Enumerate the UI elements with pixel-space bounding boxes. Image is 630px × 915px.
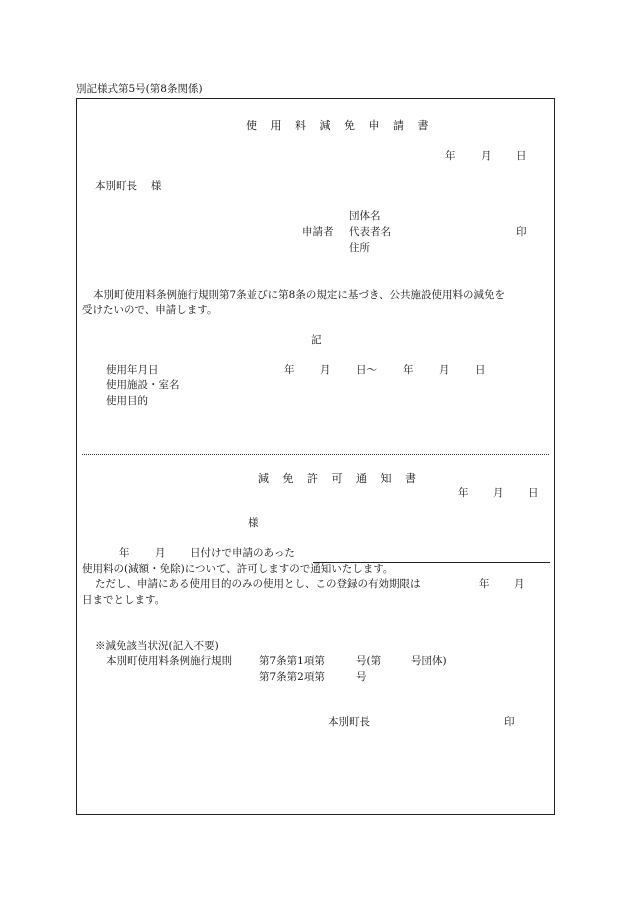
- use-date-year2: 年: [403, 364, 414, 376]
- clause2-number: 号: [356, 671, 367, 683]
- application-body-line1: 本別町使用料条例施行規則第7条並びに第8条の規定に基づき、公共施設使用料の減免を: [93, 289, 505, 301]
- use-date-day2: 日: [475, 364, 486, 376]
- section-separator: [82, 454, 549, 455]
- form-frame: [76, 98, 555, 815]
- application-body-line2: 受けたいので、申請します。: [82, 304, 218, 316]
- permit-line2: 使用料の(減額・免除)について、許可しますので通知いたします。: [82, 563, 394, 575]
- clause2: 第7条第2項第: [259, 671, 325, 683]
- org-name-label: 団体名: [349, 210, 381, 222]
- clause1: 第7条第1項第: [259, 655, 325, 667]
- use-date-month2: 月: [439, 364, 450, 376]
- rep-name-label: 代表者名: [349, 226, 391, 238]
- permit-line1-year: 年: [119, 547, 130, 559]
- permit-line4: 日までとします。: [82, 594, 166, 606]
- permit-date-month: 月: [493, 487, 504, 499]
- application-date-day: 日: [516, 150, 527, 162]
- clause1-group: 号団体): [411, 655, 447, 667]
- application-date-month: 月: [481, 150, 492, 162]
- application-title: 使 用 料 減 免 申 請 書: [246, 119, 434, 132]
- application-date-year: 年: [445, 150, 456, 162]
- permit-date-year: 年: [458, 487, 469, 499]
- purpose-label: 使用目的: [106, 395, 148, 407]
- use-date-day1: 日〜: [356, 364, 377, 376]
- address-label: 住所: [349, 242, 370, 254]
- permit-line1-text: 日付けで申請のあった: [190, 547, 295, 559]
- permit-line3-month: 月: [514, 578, 525, 590]
- applicant-seal: 印: [516, 226, 527, 238]
- status-label: ※減免該当状況(記入不要): [95, 640, 219, 652]
- rule-label: 本別町使用料条例施行規則: [106, 655, 232, 667]
- issuer-seal: 印: [504, 716, 515, 728]
- application-addressee: 本別町長 様: [95, 180, 162, 192]
- permit-line1-month: 月: [155, 547, 166, 559]
- issuer-label: 本別町長: [328, 716, 370, 728]
- applicant-label: 申請者: [302, 226, 334, 238]
- clause1-number: 号(第: [356, 655, 382, 667]
- use-date-label: 使用年月日: [106, 364, 159, 376]
- permit-date-day: 日: [528, 487, 539, 499]
- permit-addressee-suffix: 様: [248, 517, 259, 529]
- permit-title: 減 免 許 可 通 知 書: [258, 472, 421, 485]
- form-number-label: 別記様式第5号(第8条関係): [76, 83, 203, 95]
- permit-line3-year: 年: [479, 578, 490, 590]
- facility-label: 使用施設・室名: [106, 379, 180, 391]
- note-heading: 記: [311, 334, 322, 346]
- use-date-month1: 月: [320, 364, 331, 376]
- use-date-year1: 年: [284, 364, 295, 376]
- permit-line3: ただし、申請にある使用目的のみの使用とし、この登録の有効期限は: [95, 578, 421, 590]
